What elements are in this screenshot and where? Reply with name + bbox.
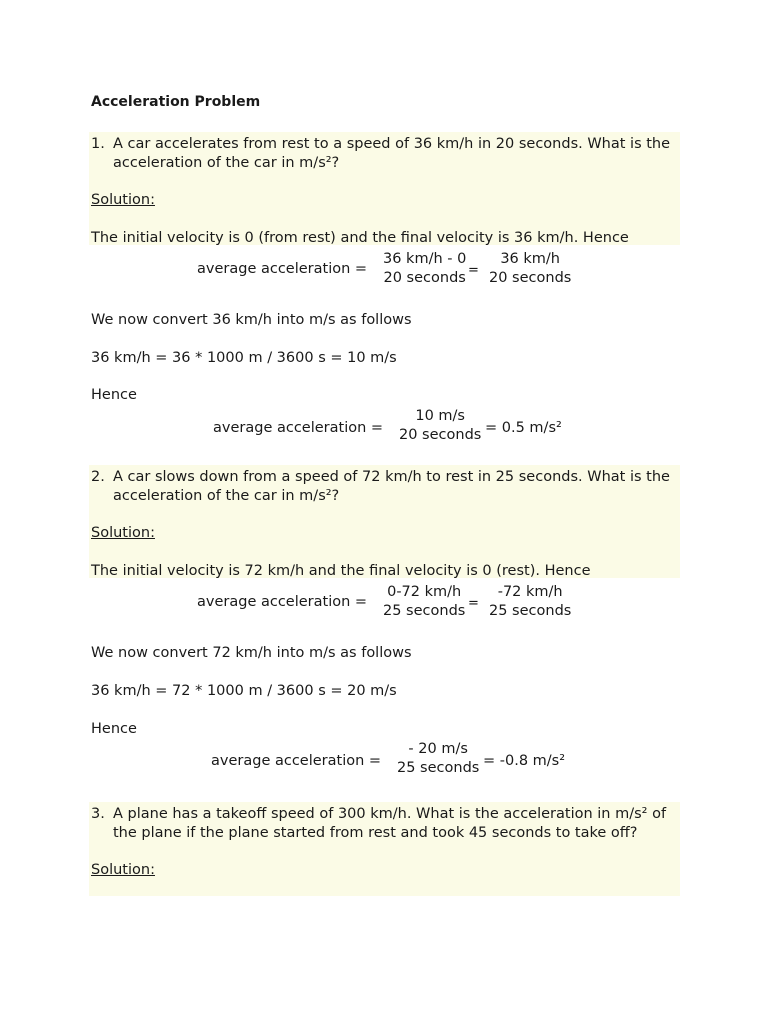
problem-1-convert-intro: We now convert 36 km/h into m/s as follows (91, 312, 412, 328)
problem-2-intro: The initial velocity is 72 km/h and the final velocity is 0 (rest). Hence (91, 563, 591, 579)
fraction-denominator: 25 seconds (383, 603, 466, 619)
problem-3-solution-label: Solution: (91, 862, 155, 878)
problem-3-question-line1: A plane has a takeoff speed of 300 km/h. What is the acceleration in m/s² of (113, 806, 667, 822)
fraction-numerator: - 20 m/s (408, 741, 468, 757)
problem-2-convert: 36 km/h = 72 * 1000 m / 3600 s = 20 m/s (91, 683, 397, 699)
problem-2-eq2-label: average acceleration = (211, 753, 382, 769)
problem-1-eq1-fraction-1 (383, 250, 466, 288)
fraction-denominator: 20 seconds (383, 270, 466, 286)
problem-2-hence: Hence (91, 721, 137, 737)
fraction-denominator: 20 seconds (399, 427, 482, 443)
problem-1-number: 1. (91, 136, 105, 152)
problem-1-eq2-result: = 0.5 m/s² (485, 420, 562, 436)
fraction-numerator: 10 m/s (415, 408, 465, 424)
document-title: Acceleration Problem (91, 94, 261, 110)
fraction-numerator: 36 km/h (500, 251, 560, 267)
problem-2-number: 2. (91, 469, 105, 485)
fraction-numerator: 36 km/h - 0 (383, 251, 467, 267)
problem-1-eq2-label: average acceleration = (213, 420, 384, 436)
problem-1-eq2-fraction (399, 407, 481, 445)
fraction-numerator: 0-72 km/h (387, 584, 462, 600)
problem-1-eq1-equals: = (468, 263, 479, 278)
problem-3-question-line2: the plane if the plane started from rest and took 45 seconds to take off? (113, 825, 638, 841)
problem-2-question-line2: acceleration of the car in m/s²? (113, 488, 340, 504)
fraction-denominator: 20 seconds (489, 270, 572, 286)
problem-2-eq1-equals: = (468, 596, 479, 611)
problem-3-number: 3. (91, 806, 105, 822)
problem-1-intro: The initial velocity is 0 (from rest) and the final velocity is 36 km/h. Hence (91, 230, 629, 246)
fraction-denominator: 25 seconds (489, 603, 572, 619)
problem-2-convert-intro: We now convert 72 km/h into m/s as follows (91, 645, 412, 661)
problem-1-solution-label: Solution: (91, 192, 155, 208)
problem-2-eq1-fraction-2 (489, 583, 571, 621)
problem-2-eq2-fraction (397, 740, 479, 778)
problem-1-eq1-fraction-2 (489, 250, 571, 288)
problem-2-eq1-fraction-1 (383, 583, 465, 621)
problem-1-eq1-label: average acceleration = (197, 261, 368, 277)
problem-2-eq1-label: average acceleration = (197, 594, 368, 610)
fraction-denominator: 25 seconds (397, 760, 480, 776)
problem-1-question-line2: acceleration of the car in m/s²? (113, 155, 340, 171)
fraction-numerator: -72 km/h (497, 584, 563, 600)
problem-2-eq2-result: = -0.8 m/s² (483, 753, 566, 769)
problem-1-question-line1: A car accelerates from rest to a speed of 36 km/h in 20 seconds. What is the (113, 136, 671, 152)
problem-1-hence: Hence (91, 387, 137, 403)
problem-2-question-line1: A car slows down from a speed of 72 km/h to rest in 25 seconds. What is the (113, 469, 670, 485)
problem-1-convert: 36 km/h = 36 * 1000 m / 3600 s = 10 m/s (91, 350, 397, 366)
problem-2-solution-label: Solution: (91, 525, 155, 541)
